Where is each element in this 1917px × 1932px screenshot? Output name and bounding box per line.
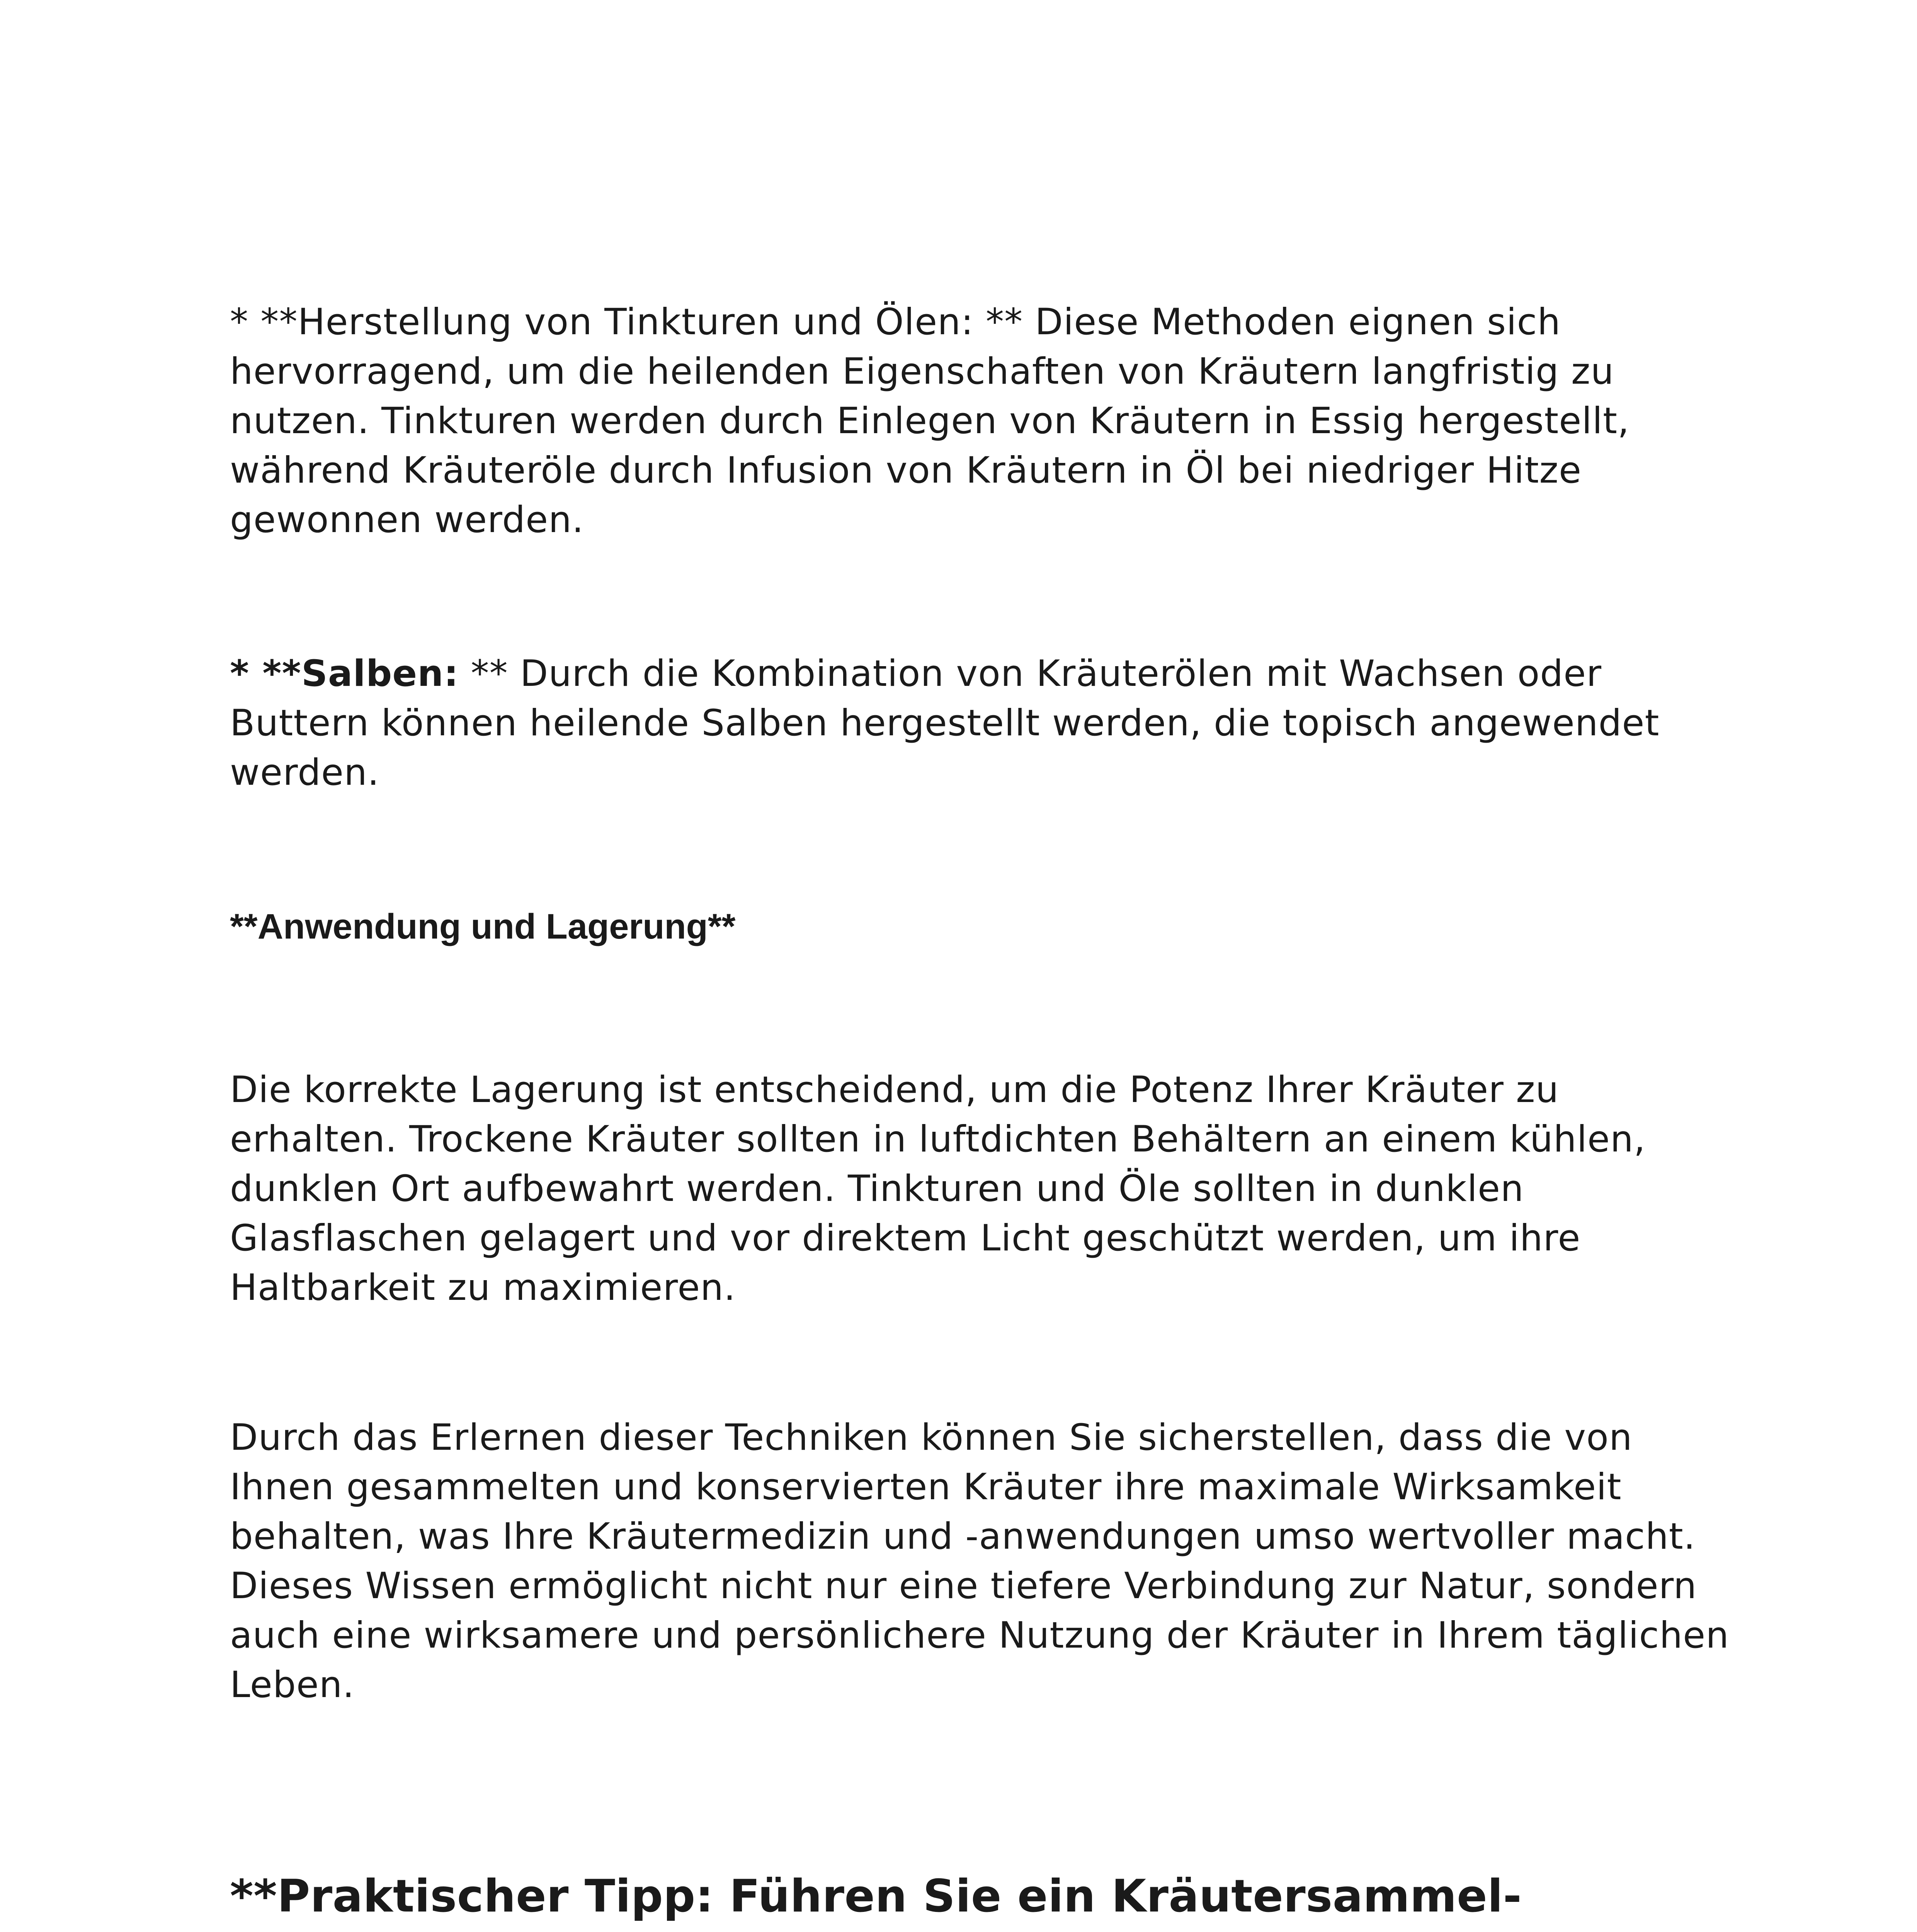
paragraph-salben xyxy=(230,649,1737,798)
paragraph-lagerung: Die korrekte Lagerung ist entscheidend, um die Potenz Ihrer Kräuter zu erhalten. Trockene Kräuter sollten in luftdichten Behältern an einem kühlen, dunklen Ort aufbewahrt werden. Tinkturen und Öle sollten in dunklen Glasflaschen gelagert und vor direktem Licht geschützt werden, um ihre Haltbarkeit zu maximieren. xyxy=(230,1069,1646,1309)
page-content xyxy=(230,298,1737,1932)
salben-text: ** Durch die Kombination von Kräuterölen mit Wachsen oder Buttern können heilende Salben hergestellt werden, die topisch angewendet werden. xyxy=(230,653,1660,794)
paragraph-tinkturen-und-oele: * **Herstellung von Tinkturen und Ölen: ** Diese Methoden eignen sich hervorragend, um die heilenden Eigenschaften von Kräutern langfristig zu nutzen. Tinkturen werden durch Einlegen von Kräutern in Essig hergestellt, während Kräuteröle durch Infusion von Kräutern in Öl bei niedriger Hitze gewonnen werden. xyxy=(230,301,1630,541)
heading-anwendung-und-lagerung: **Anwendung und Lagerung** xyxy=(230,907,736,946)
salben-label: * **Salben: xyxy=(230,653,459,695)
heading-praktischer-tipp: **Praktischer Tipp: Führen Sie ein Kräutersammel- xyxy=(230,1870,1522,1922)
paragraph-techniken: Durch das Erlernen dieser Techniken können Sie sicherstellen, dass die von Ihnen gesammelten und konservierten Kräuter ihre maximale Wirksamkeit behalten, was Ihre Kräutermedizin und -anwendungen umso wertvoller macht. Dieses Wissen ermöglicht nicht nur eine tiefere Verbindung zur Natur, sondern auch eine wirksamere und persönlichere Nutzung der Kräuter in Ihrem täglichen Leben. xyxy=(230,1417,1730,1706)
